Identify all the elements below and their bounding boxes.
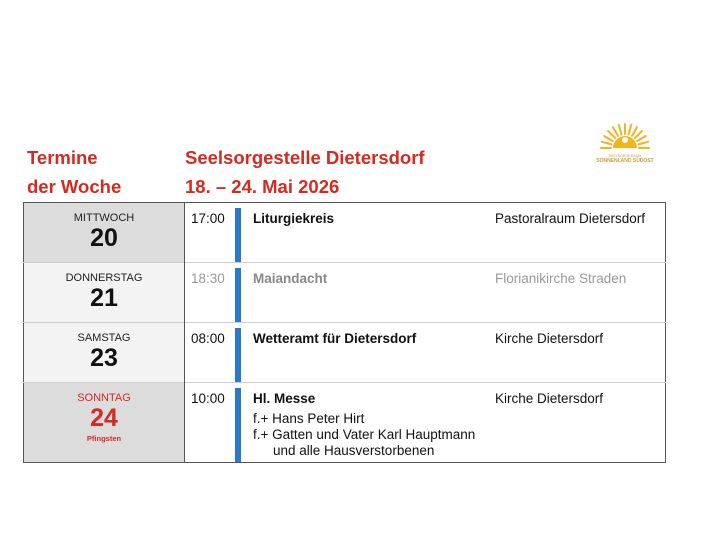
intention-line: f.+ Gatten und Vater Karl Hauptmann: [253, 427, 476, 442]
sun-icon: [592, 112, 658, 178]
event-bar: [235, 203, 241, 263]
day-number: 21: [90, 284, 118, 312]
holiday-note: Pfingsten: [86, 434, 122, 443]
event-time: 17:00: [191, 211, 225, 226]
schedule-row-wednesday: [24, 203, 666, 263]
event-bar: [235, 383, 241, 463]
event-location: Pastoralraum Dietersdorf: [495, 211, 646, 226]
event-location: Kirche Dietersdorf: [495, 383, 666, 463]
schedule-table: [23, 202, 666, 463]
schedule-row-saturday: [24, 323, 666, 383]
event-time: 18:30: [185, 263, 236, 323]
parish-name: Seelsorgestelle Dietersdorf: [185, 147, 425, 168]
event-time: 10:00: [185, 383, 236, 463]
event-bar: [235, 263, 241, 323]
event-location: Kirche Dietersdorf: [495, 323, 666, 383]
event-location: Florianikirche Straden: [495, 263, 666, 323]
week-title-line2: der Woche: [27, 176, 122, 197]
week-title-line1: Termine: [27, 147, 98, 168]
weekday: DONNERSTAG: [65, 272, 143, 284]
date-range: 18. – 24. Mai 2026: [185, 176, 340, 197]
event-cell: [241, 323, 495, 383]
event-title: Hl. Messe: [253, 391, 316, 406]
schedule-row-sunday: [24, 383, 666, 463]
intention-line: f.+ Hans Peter Hirt: [253, 411, 365, 426]
logo-line2: SONNENLAND SÜDOST: [596, 158, 654, 164]
intention-line: und alle Hausverstorbenen: [273, 443, 435, 458]
event-cell: [241, 203, 495, 263]
day-cell: [24, 383, 185, 463]
schedule-row-thursday: [24, 263, 666, 323]
week-title: [27, 143, 121, 201]
day-number: 20: [90, 224, 118, 252]
parish-logo: [592, 112, 658, 178]
logo-line1: SEELSORGERAUM: [608, 154, 642, 158]
parish-title: [185, 143, 425, 201]
day-number: 23: [90, 344, 118, 372]
weekday: SAMSTAG: [77, 332, 131, 344]
event-title: Wetteramt für Dietersdorf: [253, 331, 417, 346]
day-cell: [24, 203, 185, 263]
day-cell: [24, 323, 185, 383]
weekday: SONNTAG: [77, 392, 131, 404]
event-bar: [235, 323, 241, 383]
event-cell: [241, 383, 495, 463]
weekday: MITTWOCH: [73, 212, 135, 224]
day-number: 24: [90, 404, 118, 432]
event-title: Liturgiekreis: [253, 211, 335, 226]
event-cell: [241, 263, 495, 323]
day-cell: [24, 263, 185, 323]
event-time: 08:00: [185, 323, 236, 383]
event-title: Maiandacht: [253, 271, 328, 286]
